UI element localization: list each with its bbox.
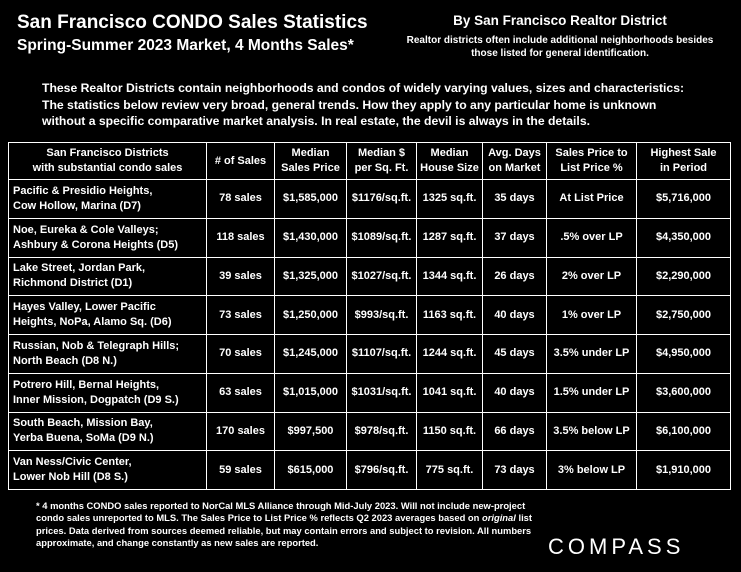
district-line: Russian, Nob & Telegraph Hills; <box>13 339 180 352</box>
column-header-sp-to-lp <box>547 143 637 180</box>
avg-days-cell: 66 days <box>483 412 547 451</box>
column-header-line: Median $ <box>357 147 406 159</box>
column-header-line: Highest Sale <box>650 147 717 159</box>
district-line: Potrero Hill, Bernal Heights, <box>13 378 160 391</box>
highest-sale-cell: $4,350,000 <box>637 218 731 257</box>
compass-logo: COMPASS <box>548 534 685 559</box>
column-header-line: with substantial condo sales <box>32 162 183 174</box>
district-line: South Beach, Mission Bay, <box>13 417 153 430</box>
highest-sale-cell: $1,910,000 <box>637 451 731 490</box>
median-price-cell: $1,430,000 <box>275 218 347 257</box>
column-header-district <box>9 143 207 180</box>
table-row <box>9 373 731 412</box>
district-cell <box>9 412 207 451</box>
sp-to-lp-cell: 1% over LP <box>547 296 637 335</box>
district-line: Noe, Eureka & Cole Valleys; <box>13 223 159 236</box>
column-header-median-ppsf <box>347 143 417 180</box>
median-ppsf-cell: $796/sq.ft. <box>347 451 417 490</box>
column-header-line: Sales Price <box>281 162 340 174</box>
district-info <box>395 12 725 60</box>
column-header-avg-days <box>483 143 547 180</box>
district-cell <box>9 180 207 219</box>
table-row <box>9 257 731 296</box>
column-header-line: per Sq. Ft. <box>354 162 409 174</box>
median-size-cell: 1041 sq.ft. <box>417 373 483 412</box>
median-size-cell: 1325 sq.ft. <box>417 180 483 219</box>
sales-cell: 73 sales <box>207 296 275 335</box>
avg-days-cell: 40 days <box>483 373 547 412</box>
column-header-sales <box>207 143 275 180</box>
median-size-cell: 1344 sq.ft. <box>417 257 483 296</box>
title-block <box>17 12 417 56</box>
district-line: Lake Street, Jordan Park, <box>13 262 146 275</box>
highest-sale-cell: $6,100,000 <box>637 412 731 451</box>
avg-days-cell: 26 days <box>483 257 547 296</box>
district-line: Cow Hollow, Marina (D7) <box>13 199 141 212</box>
table-row <box>9 335 731 374</box>
median-ppsf-cell: $1031/sq.ft. <box>347 373 417 412</box>
median-size-cell: 1163 sq.ft. <box>417 296 483 335</box>
median-price-cell: $1,325,000 <box>275 257 347 296</box>
district-line: Inner Mission, Dogpatch (D9 S.) <box>13 393 179 406</box>
sales-cell: 59 sales <box>207 451 275 490</box>
footnote-emphasis: original <box>482 512 516 524</box>
sp-to-lp-cell: At List Price <box>547 180 637 219</box>
avg-days-cell: 37 days <box>483 218 547 257</box>
sales-cell: 70 sales <box>207 335 275 374</box>
column-header-line: House Size <box>420 162 479 174</box>
highest-sale-cell: $5,716,000 <box>637 180 731 219</box>
sp-to-lp-cell: .5% over LP <box>547 218 637 257</box>
avg-days-cell: 73 days <box>483 451 547 490</box>
column-header-highest-sale <box>637 143 731 180</box>
avg-days-cell: 35 days <box>483 180 547 219</box>
median-price-cell: $615,000 <box>275 451 347 490</box>
median-size-cell: 1287 sq.ft. <box>417 218 483 257</box>
column-header-median-price <box>275 143 347 180</box>
district-cell <box>9 218 207 257</box>
district-line: Richmond District (D1) <box>13 277 133 290</box>
median-size-cell: 1150 sq.ft. <box>417 412 483 451</box>
sp-to-lp-cell: 3.5% below LP <box>547 412 637 451</box>
median-price-cell: $997,500 <box>275 412 347 451</box>
column-header-line: Median <box>291 147 330 159</box>
district-note: Realtor districts often include additional neighborhoods besides those listed for general identification. <box>406 35 714 59</box>
column-header-line: San Francisco Districts <box>46 147 169 159</box>
district-line: Lower Nob Hill (D8 S.) <box>13 471 128 484</box>
column-header-line: Median <box>430 147 469 159</box>
by-line: By San Francisco Realtor District <box>453 13 667 28</box>
column-header-line: List Price % <box>560 162 623 174</box>
district-line: Hayes Valley, Lower Pacific <box>13 301 156 314</box>
sp-to-lp-cell: 3% below LP <box>547 451 637 490</box>
median-ppsf-cell: $978/sq.ft. <box>347 412 417 451</box>
median-ppsf-cell: $993/sq.ft. <box>347 296 417 335</box>
median-ppsf-cell: $1176/sq.ft. <box>347 180 417 219</box>
sp-to-lp-cell: 3.5% under LP <box>547 335 637 374</box>
highest-sale-cell: $2,290,000 <box>637 257 731 296</box>
sales-cell: 39 sales <box>207 257 275 296</box>
sales-cell: 170 sales <box>207 412 275 451</box>
page-title: San Francisco CONDO Sales Statistics <box>17 12 368 33</box>
sp-to-lp-cell: 1.5% under LP <box>547 373 637 412</box>
sales-cell: 63 sales <box>207 373 275 412</box>
median-ppsf-cell: $1107/sq.ft. <box>347 335 417 374</box>
district-line: Pacific & Presidio Heights, <box>13 184 153 197</box>
median-price-cell: $1,245,000 <box>275 335 347 374</box>
column-header-line: Sales Price to <box>555 147 628 159</box>
district-line: Ashbury & Corona Heights (D5) <box>13 238 179 251</box>
avg-days-cell: 40 days <box>483 296 547 335</box>
table-row <box>9 451 731 490</box>
highest-sale-cell: $3,600,000 <box>637 373 731 412</box>
sp-to-lp-cell: 2% over LP <box>547 257 637 296</box>
highest-sale-cell: $4,950,000 <box>637 335 731 374</box>
district-line: Van Ness/Civic Center, <box>13 456 132 469</box>
median-size-cell: 1244 sq.ft. <box>417 335 483 374</box>
table-row <box>9 180 731 219</box>
column-header-line: in Period <box>659 162 708 174</box>
district-cell <box>9 335 207 374</box>
table-body <box>9 180 731 490</box>
district-line: Heights, NoPa, Alamo Sq. (D6) <box>13 316 172 329</box>
median-ppsf-cell: $1027/sq.ft. <box>347 257 417 296</box>
median-size-cell: 775 sq.ft. <box>417 451 483 490</box>
highest-sale-cell: $2,750,000 <box>637 296 731 335</box>
footnote-text-2: list prices. Data derived from sources deemed reliable, but may contain errors and subject to revision. All numbers approximate, and change constantly as new sales are reported. <box>36 512 533 549</box>
district-line: North Beach (D8 N.) <box>13 354 117 367</box>
sales-cell: 118 sales <box>207 218 275 257</box>
intro-text: These Realtor Districts contain neighborhoods and condos of widely varying values, sizes and characteristics: The statistics below review very broad, general trends. How they apply to any particular home is unknown without a specific comparative market analysis. In real estate, the devil is always in the details. <box>42 81 685 128</box>
footnote-text-1: * 4 months CONDO sales reported to NorCal MLS Alliance through Mid-July 2023. Will not include new-project condo sales unreported to MLS. The Sales Price to List Price % reflects Q2 2023 averages based on <box>36 500 526 524</box>
avg-days-cell: 45 days <box>483 335 547 374</box>
median-price-cell: $1,585,000 <box>275 180 347 219</box>
median-price-cell: $1,015,000 <box>275 373 347 412</box>
district-cell <box>9 451 207 490</box>
column-header-line: Avg. Days <box>488 147 541 159</box>
table-row <box>9 218 731 257</box>
sales-cell: 78 sales <box>207 180 275 219</box>
table-row <box>9 296 731 335</box>
district-cell <box>9 296 207 335</box>
page-subtitle: Spring-Summer 2023 Market, 4 Months Sales* <box>17 37 354 54</box>
footnote <box>36 500 536 550</box>
district-line: Yerba Buena, SoMa (D9 N.) <box>13 432 154 445</box>
district-cell <box>9 373 207 412</box>
median-ppsf-cell: $1089/sq.ft. <box>347 218 417 257</box>
table-header-row <box>9 143 731 180</box>
table-row <box>9 412 731 451</box>
column-header-median-size <box>417 143 483 180</box>
column-header-line: # of Sales <box>214 154 267 167</box>
column-header-line: on Market <box>488 162 541 174</box>
district-cell <box>9 257 207 296</box>
stats-table <box>8 142 731 490</box>
median-price-cell: $1,250,000 <box>275 296 347 335</box>
